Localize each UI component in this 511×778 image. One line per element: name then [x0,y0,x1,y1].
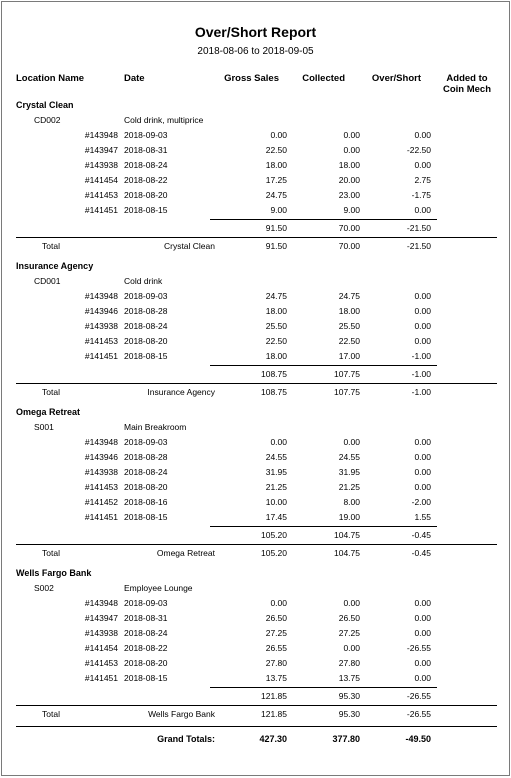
over-short-value: 0.00 [414,673,431,683]
visit-date: 2018-08-28 [124,306,168,316]
total-label: Total [42,709,60,719]
over-short-value: 0.00 [414,482,431,492]
over-short-value: 2.75 [414,175,431,185]
over-short-value: 0.00 [414,130,431,140]
collected-value: 19.00 [338,512,360,522]
visit-id: #143938 [84,628,118,638]
visit-id: #143946 [84,306,118,316]
subtotal-over-short: -21.50 [406,223,431,233]
visit-id: #143947 [84,613,118,623]
subtotal-gross: 105.20 [261,530,287,540]
over-short-value: 1.55 [414,512,431,522]
subtotal-over-short: -26.55 [406,691,431,701]
total-location-name: Crystal Clean [163,241,215,251]
subtotal-collected: 104.75 [334,530,360,540]
gross-sales-value: 18.00 [265,306,287,316]
collected-value: 27.80 [338,658,360,668]
visit-date: 2018-08-20 [124,658,168,668]
visit-date: 2018-08-31 [124,145,168,155]
collected-value: 0.00 [343,643,360,653]
gross-sales-value: 31.95 [265,467,287,477]
collected-value: 23.00 [338,190,360,200]
column-header-collected: Collected [302,73,345,84]
over-short-value: 0.00 [414,452,431,462]
column-header-location: Location Name [16,73,85,84]
total-label: Total [42,548,60,558]
location-total-divider [16,383,497,384]
subtotal-divider [210,365,437,366]
location-total-divider [16,237,497,238]
gross-sales-value: 22.50 [265,145,287,155]
visit-date: 2018-08-20 [124,482,168,492]
gross-sales-value: 0.00 [270,437,287,447]
visit-date: 2018-08-24 [124,628,168,638]
over-short-value: -1.75 [411,190,431,200]
machine-id: CD002 [34,115,61,125]
visit-date: 2018-08-24 [124,160,168,170]
collected-value: 31.95 [338,467,360,477]
over-short-value: 0.00 [414,437,431,447]
over-short-value: -22.50 [406,145,431,155]
visit-id: #143938 [84,160,118,170]
location-name: Wells Fargo Bank [16,568,92,578]
subtotal-collected: 95.30 [338,691,360,701]
over-short-value: 0.00 [414,160,431,170]
subtotal-gross: 121.85 [261,691,287,701]
total-collected: 104.75 [334,548,360,558]
visit-id: #143946 [84,452,118,462]
collected-value: 27.25 [338,628,360,638]
grand-totals-label: Grand Totals: [157,734,215,744]
visit-id: #143948 [84,291,118,301]
over-short-value: 0.00 [414,205,431,215]
gross-sales-value: 17.25 [265,175,287,185]
gross-sales-value: 26.50 [265,613,287,623]
over-short-value: 0.00 [414,598,431,608]
over-short-value: 0.00 [414,628,431,638]
gross-sales-value: 18.00 [265,160,287,170]
collected-value: 24.55 [338,452,360,462]
total-location-name: Insurance Agency [147,387,215,397]
column-header-over-short: Over/Short [371,73,421,84]
visit-date: 2018-09-03 [124,130,168,140]
machine-id: S002 [34,583,54,593]
location-total-divider [16,544,497,545]
collected-value: 17.00 [338,351,360,361]
collected-value: 13.75 [338,673,360,683]
visit-date: 2018-08-15 [124,512,168,522]
visit-date: 2018-09-03 [124,291,168,301]
gross-sales-value: 27.25 [265,628,287,638]
collected-value: 0.00 [343,130,360,140]
subtotal-divider [210,687,437,688]
gross-sales-value: 27.80 [265,658,287,668]
total-over-short: -0.45 [411,548,431,558]
visit-date: 2018-08-31 [124,613,168,623]
over-short-value: 0.00 [414,613,431,623]
visit-date: 2018-08-24 [124,321,168,331]
location-name: Crystal Clean [16,100,74,110]
total-label: Total [42,241,60,251]
collected-value: 18.00 [338,306,360,316]
gross-sales-value: 22.50 [265,336,287,346]
gross-sales-value: 18.00 [265,351,287,361]
location-total-divider [16,705,497,706]
gross-sales-value: 24.75 [265,190,287,200]
gross-sales-value: 9.00 [270,205,287,215]
collected-value: 8.00 [343,497,360,507]
visit-id: #141453 [84,482,118,492]
machine-id: CD001 [34,276,61,286]
total-gross: 108.75 [261,387,287,397]
over-short-value: 0.00 [414,336,431,346]
over-short-value: 0.00 [414,658,431,668]
visit-date: 2018-08-22 [124,643,168,653]
collected-value: 21.25 [338,482,360,492]
visit-date: 2018-08-22 [124,175,168,185]
grand-total-gross: 427.30 [259,734,287,744]
total-collected: 70.00 [338,241,360,251]
visit-id: #141454 [84,175,118,185]
report-page [1,1,510,776]
over-short-value: -1.00 [411,351,431,361]
subtotal-divider [210,219,437,220]
gross-sales-value: 25.50 [265,321,287,331]
total-collected: 107.75 [334,387,360,397]
visit-date: 2018-08-15 [124,205,168,215]
column-header-date: Date [124,73,145,84]
gross-sales-value: 21.25 [265,482,287,492]
gross-sales-value: 10.00 [265,497,287,507]
visit-id: #143947 [84,145,118,155]
machine-description: Main Breakroom [124,422,187,432]
visit-id: #143938 [84,467,118,477]
collected-value: 0.00 [343,437,360,447]
total-label: Total [42,387,60,397]
total-collected: 95.30 [338,709,360,719]
visit-date: 2018-09-03 [124,598,168,608]
visit-id: #141451 [84,673,118,683]
visit-id: #141452 [84,497,118,507]
collected-value: 0.00 [343,145,360,155]
grand-total-collected: 377.80 [332,734,360,744]
report-title: Over/Short Report [194,24,317,40]
gross-sales-value: 26.55 [265,643,287,653]
subtotal-gross: 91.50 [265,223,287,233]
location-name: Insurance Agency [16,261,94,271]
subtotal-divider [210,526,437,527]
over-short-value: 0.00 [414,291,431,301]
location-name: Omega Retreat [16,407,81,417]
visit-id: #143948 [84,437,118,447]
machine-description: Cold drink [124,276,163,286]
visit-id: #141453 [84,336,118,346]
visit-id: #143948 [84,598,118,608]
visit-date: 2018-08-20 [124,336,168,346]
gross-sales-value: 24.75 [265,291,287,301]
collected-value: 22.50 [338,336,360,346]
total-over-short: -26.55 [406,709,431,719]
column-header-added: Added to Coin Mech [442,73,492,95]
subtotal-collected: 70.00 [338,223,360,233]
subtotal-over-short: -1.00 [411,369,431,379]
gross-sales-value: 0.00 [270,130,287,140]
collected-value: 25.50 [338,321,360,331]
total-gross: 105.20 [261,548,287,558]
collected-value: 26.50 [338,613,360,623]
visit-id: #141451 [84,205,118,215]
visit-date: 2018-09-03 [124,437,168,447]
total-location-name: Wells Fargo Bank [148,709,215,719]
collected-value: 18.00 [338,160,360,170]
over-short-value: -2.00 [411,497,431,507]
total-gross: 91.50 [265,241,287,251]
subtotal-collected: 107.75 [334,369,360,379]
visit-id: #143948 [84,130,118,140]
collected-value: 24.75 [338,291,360,301]
gross-sales-value: 24.55 [265,452,287,462]
subtotal-gross: 108.75 [261,369,287,379]
machine-id: S001 [34,422,54,432]
report-date-range: 2018-08-06 to 2018-09-05 [197,46,314,57]
visit-date: 2018-08-16 [124,497,168,507]
visit-id: #143938 [84,321,118,331]
collected-value: 20.00 [338,175,360,185]
over-short-value: 0.00 [414,321,431,331]
grand-total-over-short: -49.50 [405,734,431,744]
over-short-value: -26.55 [406,643,431,653]
grand-total-divider [16,726,497,727]
gross-sales-value: 0.00 [270,598,287,608]
subtotal-over-short: -0.45 [411,530,431,540]
visit-date: 2018-08-28 [124,452,168,462]
total-location-name: Omega Retreat [156,548,215,558]
total-over-short: -1.00 [411,387,431,397]
collected-value: 9.00 [343,205,360,215]
visit-date: 2018-08-15 [124,351,168,361]
total-over-short: -21.50 [406,241,431,251]
machine-description: Cold drink, multiprice [124,115,204,125]
visit-id: #141451 [84,351,118,361]
gross-sales-value: 17.45 [265,512,287,522]
over-short-value: 0.00 [414,306,431,316]
visit-id: #141453 [84,658,118,668]
machine-description: Employee Lounge [124,583,193,593]
column-header-gross: Gross Sales [224,73,279,84]
total-gross: 121.85 [261,709,287,719]
visit-date: 2018-08-15 [124,673,168,683]
visit-id: #141453 [84,190,118,200]
visit-id: #141454 [84,643,118,653]
collected-value: 0.00 [343,598,360,608]
visit-date: 2018-08-20 [124,190,168,200]
visit-date: 2018-08-24 [124,467,168,477]
over-short-value: 0.00 [414,467,431,477]
gross-sales-value: 13.75 [265,673,287,683]
visit-id: #141451 [84,512,118,522]
